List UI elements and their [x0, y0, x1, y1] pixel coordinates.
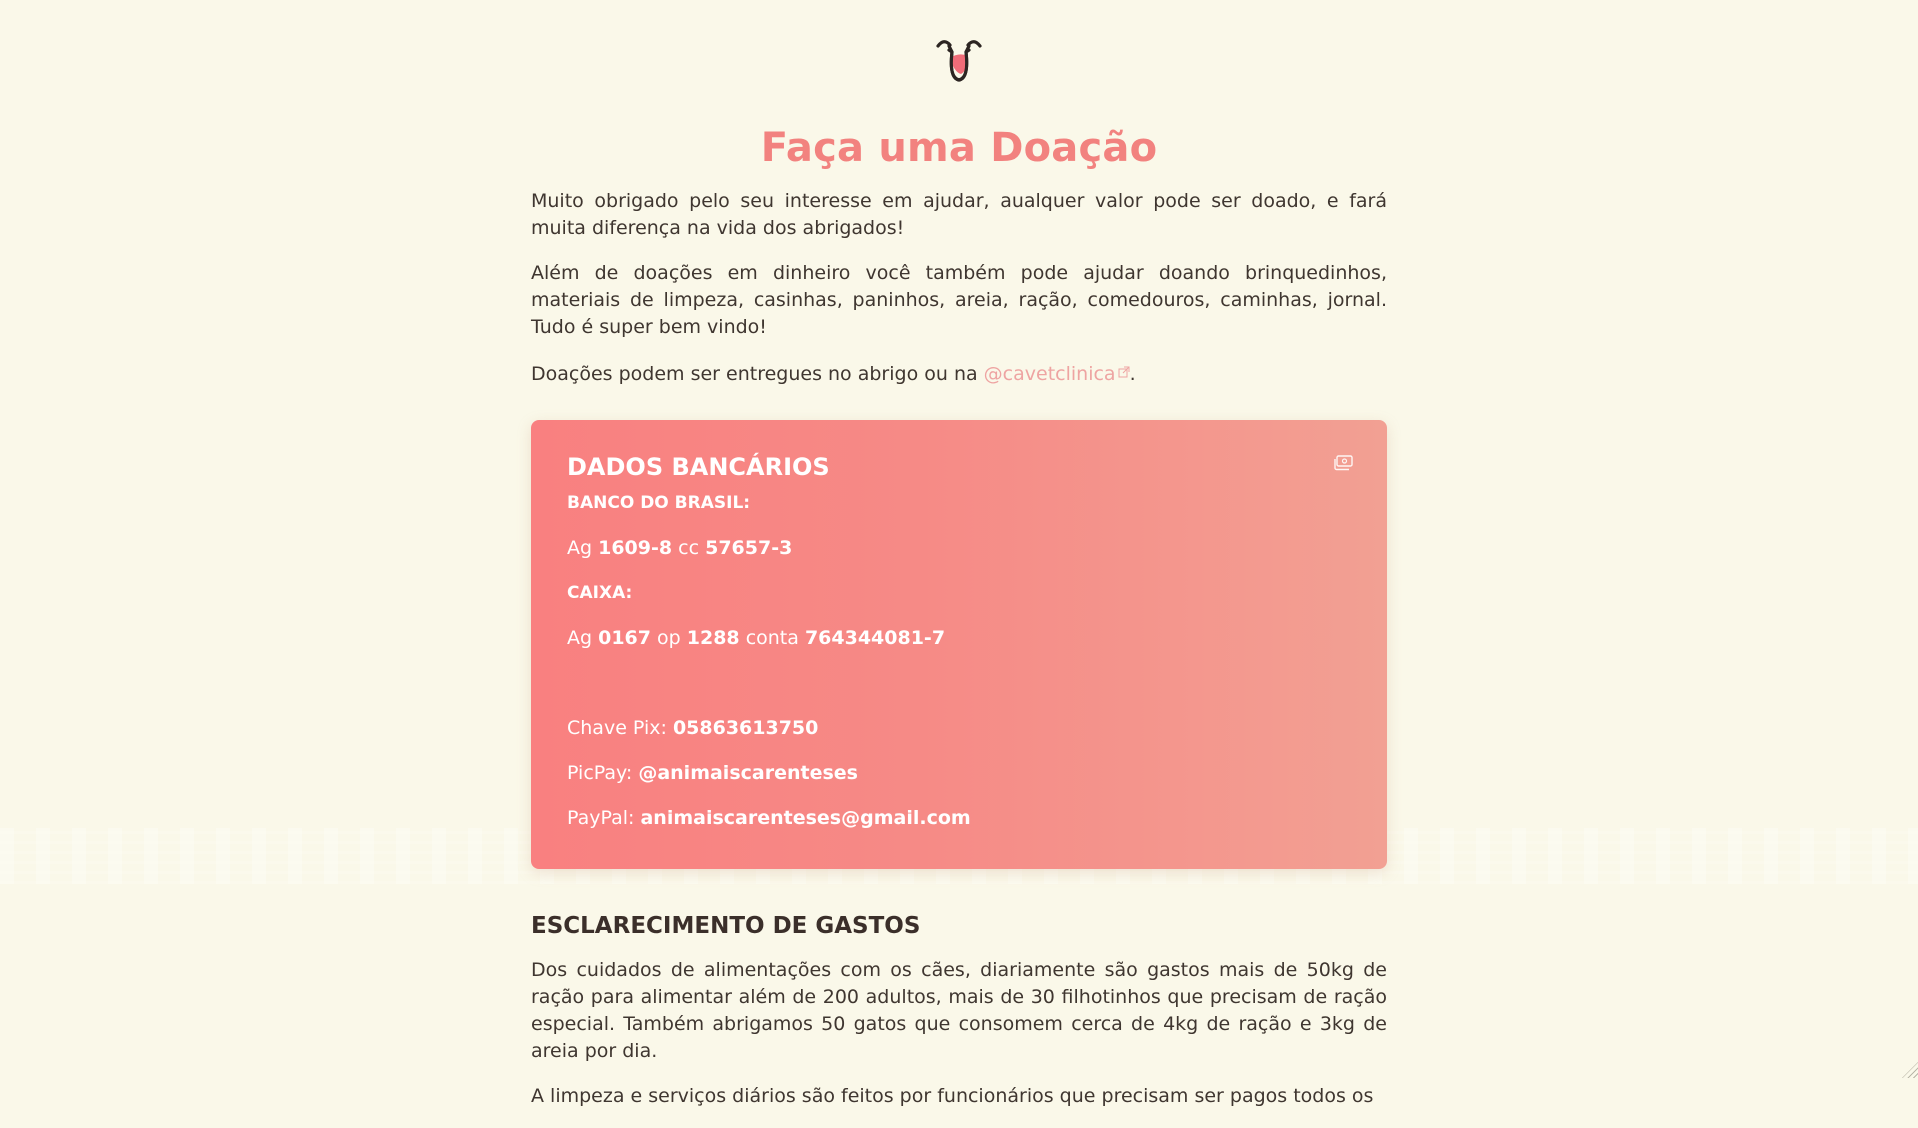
- delivery-text: Doações podem ser entregues no abrigo ou na: [531, 363, 984, 385]
- cc-value: 57657-3: [705, 537, 793, 559]
- cavetclinica-link-text: @cavetclinica: [983, 363, 1116, 385]
- ag-value: 1609-8: [598, 537, 673, 559]
- paypal-value: animaiscarenteses@gmail.com: [640, 807, 971, 829]
- ag-value: 0167: [598, 627, 651, 649]
- pix-label: Chave Pix:: [567, 717, 673, 739]
- paypal-label: PayPal:: [567, 807, 641, 829]
- pix-value: 05863613750: [672, 717, 819, 739]
- conta-value: 764344081-7: [804, 627, 946, 649]
- bank-card-title: DADOS BANCÁRIOS: [567, 453, 830, 481]
- smiling-face-tongue-icon: [932, 32, 986, 90]
- intro-paragraph-1: Muito obrigado pelo seu interesse em ajudar, aualquer valor pode ser doado, e fará muita diferença na vida dos abrigados!: [531, 190, 1387, 239]
- expenses-paragraph-2: A limpeza e serviços diários são feitos por funcionários que precisam ser pagos todos os: [531, 1085, 1374, 1107]
- main-content: [531, 118, 1387, 1128]
- conta-label: conta: [739, 627, 805, 649]
- picpay-account: [567, 760, 1351, 787]
- spacer: [567, 670, 1351, 715]
- money-icon: [1333, 455, 1353, 475]
- caixa-label: CAIXA:: [567, 583, 633, 603]
- picpay-value: @animaiscarenteses: [638, 762, 858, 784]
- expenses-paragraph-1: Dos cuidados de alimentações com os cães, diariamente são gastos mais de 50kg de ração para alimentar além de 200 adultos, mais de 30 filhotinhos que precisam de ração especial. Também abrigamos 50 gatos que consomem cerca de 4kg de ração e 3kg de areia por dia.: [531, 959, 1387, 1062]
- intro-paragraph-3: [531, 359, 1387, 388]
- ag-label: Ag: [567, 537, 599, 559]
- caixa-account: [567, 625, 1351, 652]
- picpay-label: PicPay:: [567, 762, 639, 784]
- op-value: 1288: [686, 627, 740, 649]
- resize-handle[interactable]: [1902, 1062, 1918, 1078]
- site-logo[interactable]: [928, 30, 990, 92]
- ag-label: Ag: [567, 627, 599, 649]
- paypal-account: [567, 805, 1351, 832]
- pix-key: [567, 715, 1351, 742]
- external-link-icon: [1118, 359, 1130, 386]
- cavetclinica-link[interactable]: [984, 363, 1130, 385]
- op-label: op: [651, 627, 687, 649]
- banco-brasil-label: BANCO DO BRASIL:: [567, 493, 751, 513]
- bank-details-card: [531, 420, 1387, 869]
- cc-label: cc: [672, 537, 706, 559]
- expenses-title: ESCLARECIMENTO DE GASTOS: [531, 913, 921, 939]
- page-title: Faça uma Doação: [760, 125, 1158, 171]
- banco-brasil-account: [567, 535, 1351, 562]
- intro-paragraph-2: Além de doações em dinheiro você também pode ajudar doando brinquedinhos, materiais de limpeza, casinhas, paninhos, areia, ração, comedouros, caminhas, jornal. Tudo é super bem vindo!: [531, 262, 1387, 338]
- delivery-text-suffix: .: [1129, 363, 1136, 385]
